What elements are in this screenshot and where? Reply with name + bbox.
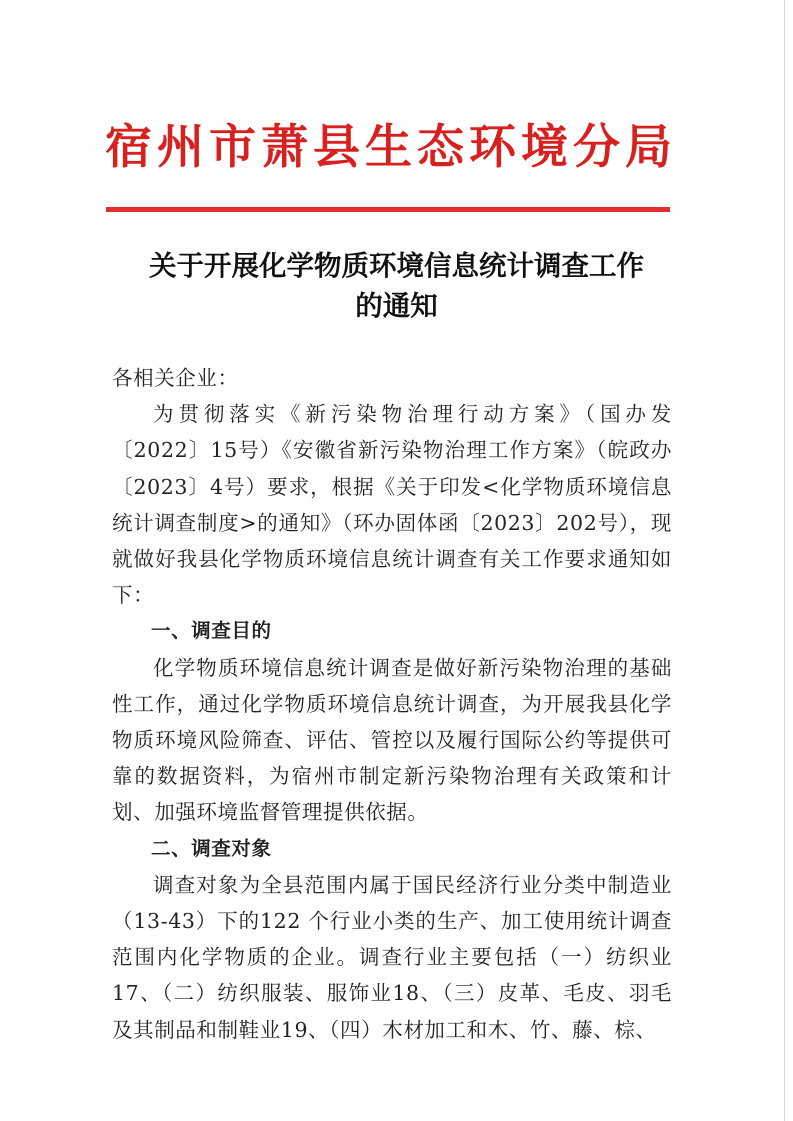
section-1-paragraph: 化学物质环境信息统计调查是做好新污染物治理的基础性工作，通过化学物质环境信息统计调查，为开展我县化学物质环境风险筛查、评估、管控以及履行国际公约等提供可靠的数据资料，为宿州市制定新污染物治理有关政策和计划、加强环境监督管理提供依据。: [112, 655, 672, 825]
letterhead-red-rule: [106, 207, 670, 212]
page-edge-line: [784, 0, 785, 1121]
document-title: [95, 246, 698, 326]
document-title-line-2: 的通知: [355, 290, 438, 322]
section-2-paragraph: 调查对象为全县范围内属于国民经济行业分类中制造业（13-43）下的122 个行业小类的生产、加工使用统计调查范围内化学物质的企业。调查行业主要包括（一）纺织业17、（二）纺织服装、服饰业18、（三）皮革、毛皮、羽毛及其制品和制鞋业19、（四）木材加工和木、竹、藤、棕、: [112, 872, 672, 1042]
document-body: [112, 360, 672, 1048]
letterhead-title: 宿州市萧县生态环境分局: [105, 120, 677, 175]
section-2-heading: 二、调查对象: [151, 836, 272, 860]
salutation: 各相关企业：: [112, 366, 239, 390]
intro-paragraph: 为贯彻落实《新污染物治理行动方案》（国办发〔2022〕15号）《安徽省新污染物治理工作方案》（皖政办〔2023〕4号）要求，根据《关于印发<化学物质环境信息统计调查制度>的通知》（环办固体函〔2023〕202号），现就做好我县化学物质环境信息统计调查有关工作要求通知如下：: [112, 402, 672, 608]
section-1-heading: 一、调查目的: [151, 619, 272, 643]
document-title-line-1: 关于开展化学物质环境信息统计调查工作: [149, 250, 644, 282]
